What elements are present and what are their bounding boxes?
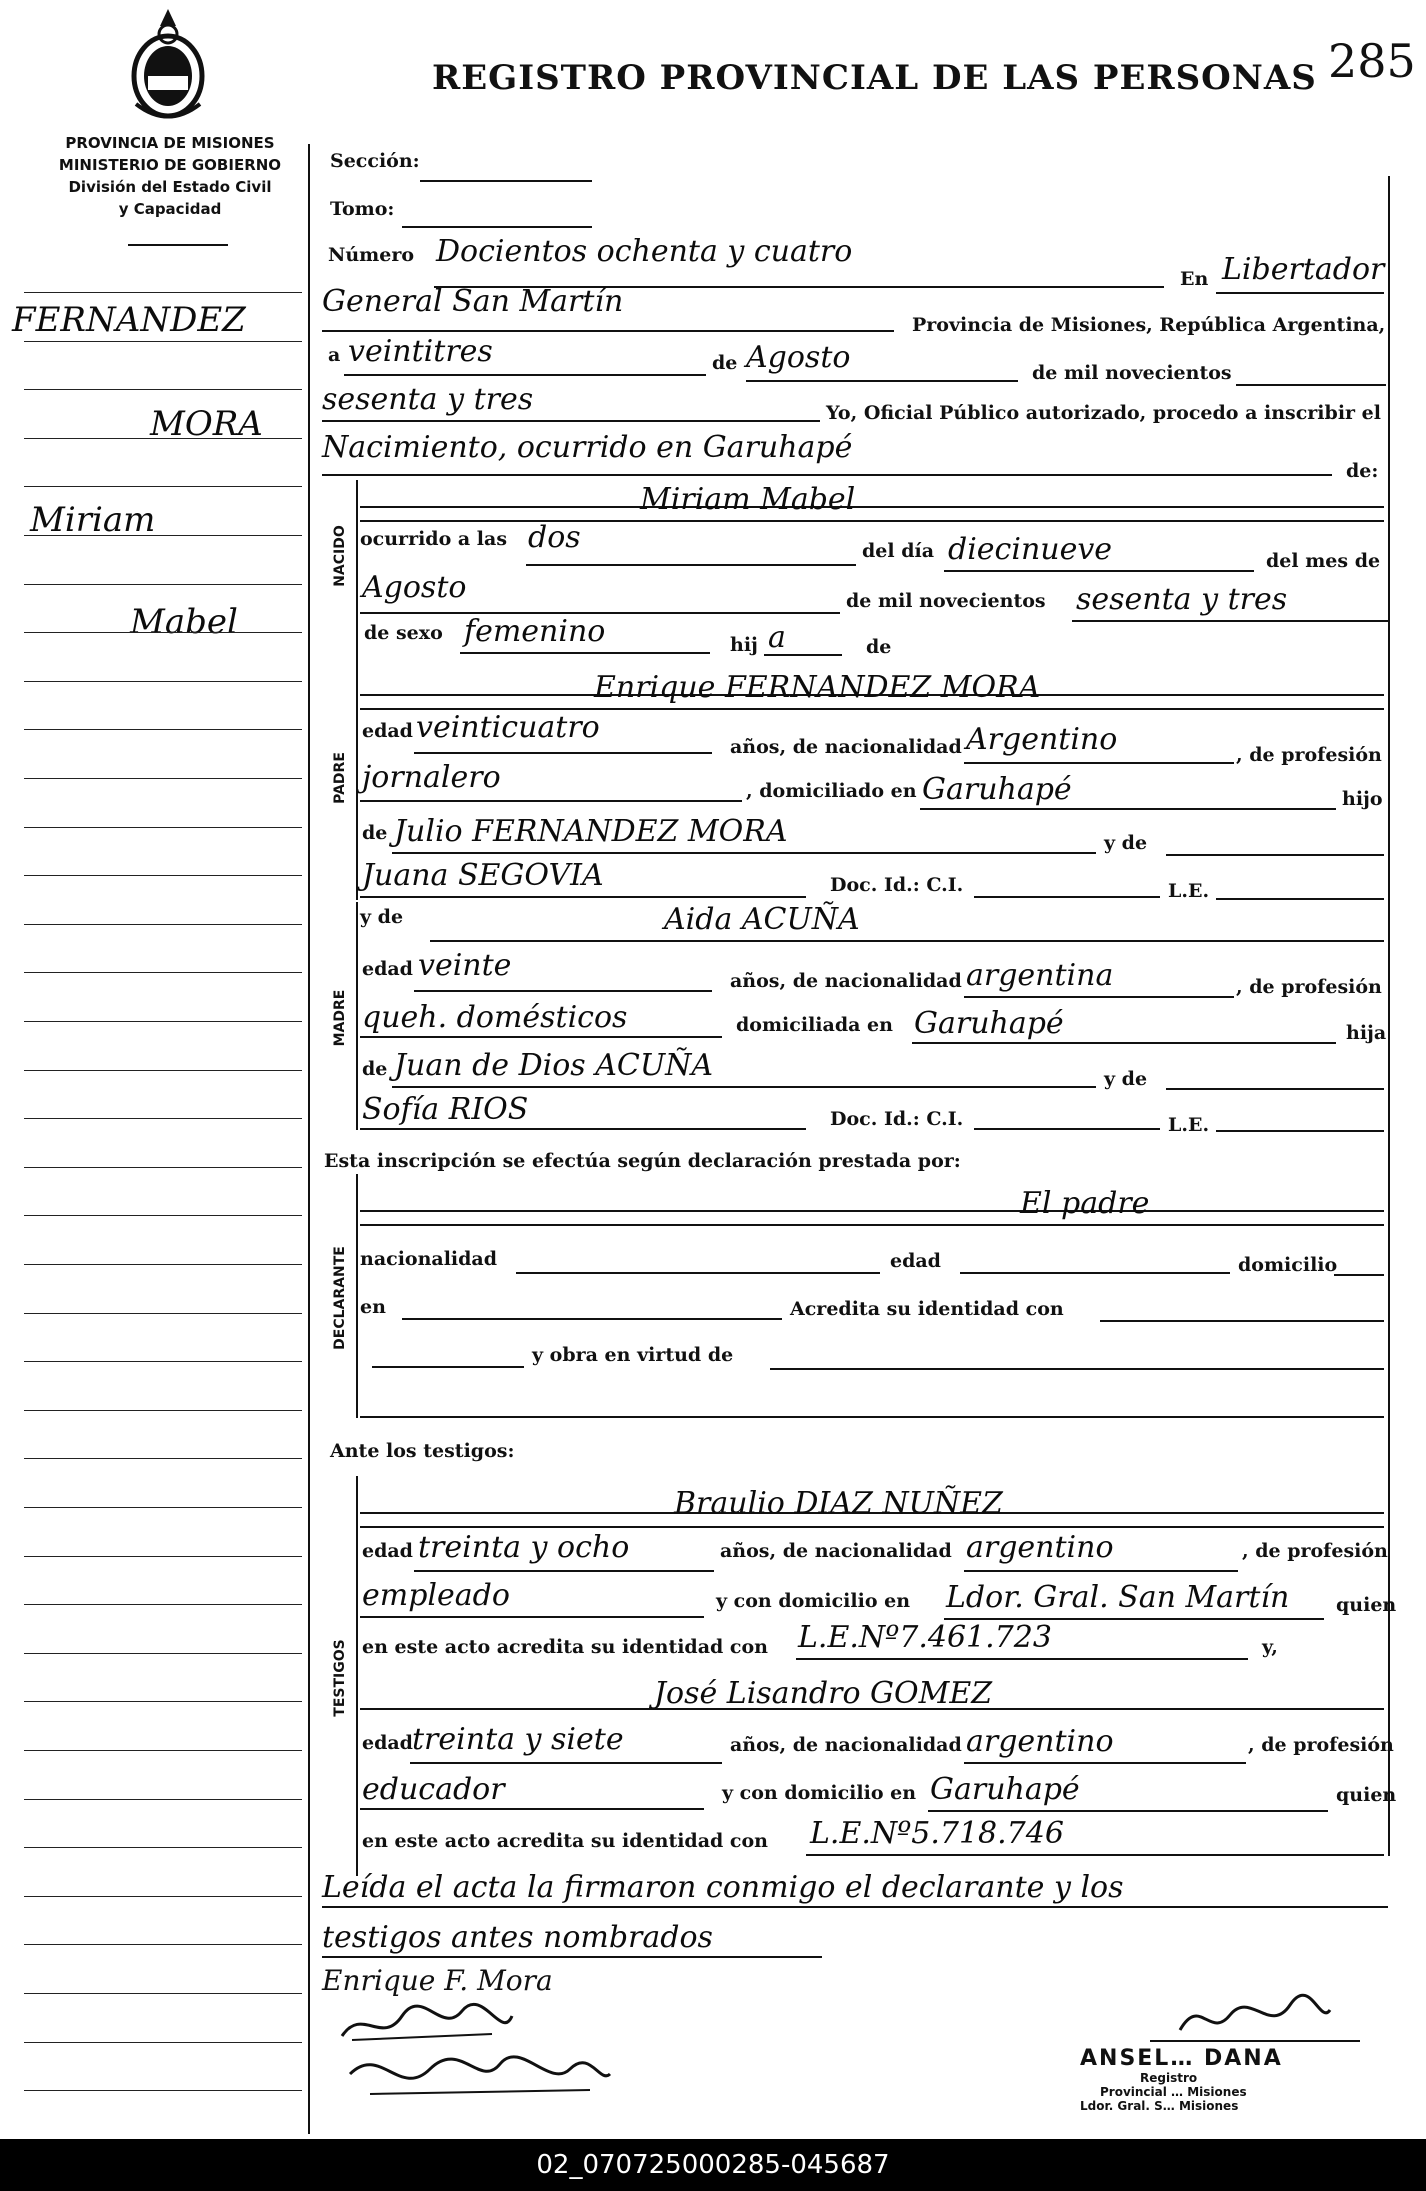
madre-doc-label: Doc. Id.: C.I.	[830, 1108, 964, 1130]
madre-de-label: de	[362, 1058, 388, 1080]
testigo1-documento: L.E.Nº7.461.723	[798, 1620, 1052, 1655]
testigo2-nombre: José Lisandro GOMEZ	[654, 1676, 993, 1711]
padre-de-label: de	[362, 822, 388, 844]
madre-nombre: Aida ACUÑA	[664, 902, 860, 937]
hij-label: hij	[730, 634, 758, 656]
dia-nac-value: diecinueve	[948, 532, 1113, 567]
t1-nac-label: años, de nacionalidad	[720, 1540, 952, 1562]
margin-rule	[24, 584, 302, 585]
margin-rule	[24, 1847, 302, 1848]
margin-rule	[24, 1507, 302, 1508]
numero-value: Docientos ochenta y cuatro	[436, 234, 853, 269]
padre-madre-de: Juana SEGOVIA	[362, 858, 604, 893]
tomo-label: Tomo:	[330, 198, 395, 220]
decl-en-label: en	[360, 1296, 386, 1318]
padre-edad: veinticuatro	[416, 710, 600, 745]
margin-rule	[24, 924, 302, 925]
t2-nac-label: años, de nacionalidad	[730, 1734, 962, 1756]
madre-domicilio: Garuhapé	[914, 1006, 1064, 1041]
testigo1-domicilio: Ldor. Gral. San Martín	[946, 1580, 1290, 1615]
de-label: de	[712, 352, 738, 374]
padre-profesion: jornalero	[362, 760, 501, 795]
t1-edad-label: edad	[362, 1540, 413, 1562]
esta-inscripcion-label: Esta inscripción se efectúa según declaración prestada por:	[324, 1150, 961, 1172]
margin-rule	[24, 1458, 302, 1459]
margin-rule	[24, 292, 302, 293]
margin-rule	[24, 1653, 302, 1654]
stamp-line-3: Ldor. Gral. S… Misiones	[1080, 2099, 1239, 2113]
sexo-label: de sexo	[364, 622, 443, 644]
padre-dom-label: , domiciliado en	[746, 780, 917, 802]
padre-prof-label: , de profesión	[1236, 744, 1382, 766]
testigo2-nacionalidad: argentino	[966, 1724, 1114, 1759]
seccion-label: Sección:	[330, 150, 420, 172]
margin-rule	[24, 1167, 302, 1168]
decl-edad-label: edad	[890, 1250, 941, 1272]
stamp-line-2: Provincial … Misiones	[1100, 2085, 1247, 2099]
margin-rule	[24, 827, 302, 828]
margin-rule	[24, 1799, 302, 1800]
dia-value: veintitres	[348, 334, 493, 369]
margin-surname-2: MORA	[150, 404, 263, 444]
declarante-value: El padre	[1020, 1186, 1150, 1221]
margin-rule	[24, 632, 302, 633]
signature-witness-2	[340, 2044, 620, 2108]
closing-line-1: Leída el acta la firmaron conmigo el declarante y los	[322, 1870, 1124, 1905]
mes-nac-value: Agosto	[362, 570, 467, 605]
side-label-nacido: NACIDO	[332, 525, 348, 587]
madre-y-de-label-2: y de	[1104, 1068, 1148, 1090]
madre-dom-label: domiciliada en	[736, 1014, 893, 1036]
padre-edad-label: edad	[362, 720, 413, 742]
provincia-label: Provincia de Misiones, República Argentina,	[912, 314, 1386, 336]
de-mil-2-label: de mil novecientos	[846, 590, 1046, 612]
official-stamp	[1080, 2046, 1380, 2136]
margin-rule	[24, 729, 302, 730]
madre-nac-label: años, de nacionalidad	[730, 970, 962, 992]
madre-prof-label: , de profesión	[1236, 976, 1382, 998]
madre-edad: veinte	[418, 948, 512, 983]
margin-rule	[24, 438, 302, 439]
stamp-line-1: Registro	[1140, 2071, 1198, 2085]
madre-profesion: queh. domésticos	[362, 1000, 628, 1035]
stamp-name: ANSEL… DANA	[1080, 2046, 1283, 2071]
padre-hijo-label: hijo	[1342, 788, 1383, 810]
margin-given-2: Mabel	[130, 602, 238, 642]
side-label-testigos: TESTIGOS	[332, 1639, 348, 1717]
margin-rule	[24, 1070, 302, 1071]
numero-label: Número	[328, 244, 415, 266]
margin-rule	[24, 1215, 302, 1216]
testigo1-profesion: empleado	[362, 1578, 510, 1613]
office-line-2: MINISTERIO DE GOBIERNO	[58, 156, 282, 174]
t1-y-label: y,	[1262, 1636, 1278, 1658]
t1-acredita-label: en este acto acredita su identidad con	[362, 1636, 768, 1658]
t2-prof-label: , de profesión	[1248, 1734, 1394, 1756]
padre-nac-label: años, de nacionalidad	[730, 736, 962, 758]
margin-rule	[24, 535, 302, 536]
margin-rule	[24, 1604, 302, 1605]
office-name	[30, 132, 310, 220]
office-line-3: División del Estado Civil	[68, 178, 272, 196]
closing-line-2: testigos antes nombrados	[322, 1920, 713, 1955]
margin-rule	[24, 1896, 302, 1897]
side-label-padre: PADRE	[332, 752, 348, 804]
de-label-2: de	[866, 636, 892, 658]
document-title: REGISTRO PROVINCIAL DE LAS PERSONAS	[432, 58, 1317, 98]
margin-rule	[24, 972, 302, 973]
margin-rule	[24, 1993, 302, 1994]
margin-rule	[24, 1361, 302, 1362]
padre-nacionalidad: Argentino	[966, 722, 1118, 757]
padre-domicilio: Garuhapé	[922, 772, 1072, 807]
madre-padre-de: Juan de Dios ACUÑA	[394, 1048, 714, 1083]
testigo1-nombre: Braulio DIAZ NUÑEZ	[674, 1486, 1003, 1521]
margin-rule	[24, 2042, 302, 2043]
padre-padre-de: Julio FERNANDEZ MORA	[394, 814, 788, 849]
margin-given-1: Miriam	[30, 500, 156, 540]
del-mes-label: del mes de	[1266, 550, 1381, 572]
margin-surname-1: FERNANDEZ	[12, 300, 246, 340]
madre-y-de-label: y de	[360, 906, 404, 928]
hora-value: dos	[528, 520, 581, 555]
testigo2-documento: L.E.Nº5.718.746	[810, 1816, 1064, 1851]
testigo1-nacionalidad: argentino	[966, 1530, 1114, 1565]
nombre-value: Miriam Mabel	[640, 482, 856, 517]
testigo2-domicilio: Garuhapé	[930, 1772, 1080, 1807]
t2-quien-label: quien	[1336, 1784, 1397, 1806]
t2-acredita-label: en este acto acredita su identidad con	[362, 1830, 768, 1852]
madre-le-label: L.E.	[1168, 1114, 1210, 1136]
margin-rule	[24, 681, 302, 682]
de-colon-label: de:	[1346, 460, 1379, 482]
signature-declarante: Enrique F. Mora	[322, 1964, 553, 1997]
yo-oficial-label: Yo, Oficial Público autorizado, procedo a inscribir el	[826, 402, 1381, 424]
madre-nacionalidad: argentina	[966, 958, 1114, 993]
t1-prof-label: , de profesión	[1242, 1540, 1388, 1562]
t2-edad-label: edad	[362, 1732, 413, 1754]
margin-rule	[24, 1264, 302, 1265]
coat-of-arms-icon	[118, 4, 218, 124]
sexo-value: femenino	[464, 614, 606, 649]
margin-rule	[24, 2090, 302, 2091]
a-label: a	[328, 344, 341, 366]
decl-acredita-label: Acredita su identidad con	[790, 1298, 1064, 1320]
anio-nac-value: sesenta y tres	[1076, 582, 1288, 617]
margin-rule	[24, 486, 302, 487]
margin-rule	[24, 1750, 302, 1751]
padre-nombre: Enrique FERNANDEZ MORA	[594, 670, 1041, 705]
margin-rule	[24, 1701, 302, 1702]
madre-edad-label: edad	[362, 958, 413, 980]
padre-doc-label: Doc. Id.: C.I.	[830, 874, 964, 896]
ante-testigos-label: Ante los testigos:	[330, 1440, 515, 1462]
decl-domicilio-label: domicilio	[1238, 1254, 1338, 1276]
margin-rule	[24, 1313, 302, 1314]
inscripcion-value: Nacimiento, ocurrido en Garuhapé	[322, 430, 853, 465]
testigo2-edad: treinta y siete	[412, 1722, 624, 1757]
signature-official	[1170, 1990, 1340, 2054]
side-label-declarante: DECLARANTE	[332, 1246, 348, 1350]
decl-nacionalidad-label: nacionalidad	[360, 1248, 498, 1270]
margin-rule	[24, 778, 302, 779]
padre-y-de-label: y de	[1104, 832, 1148, 854]
side-label-madre: MADRE	[332, 989, 348, 1047]
madre-hija-label: hija	[1346, 1022, 1387, 1044]
page-number: 285	[1328, 34, 1416, 88]
de-mil-label: de mil novecientos	[1032, 362, 1232, 384]
del-dia-label: del día	[862, 540, 935, 562]
lugar-value-1: Libertador	[1222, 252, 1385, 287]
margin-rule	[24, 875, 302, 876]
en-label: En	[1180, 268, 1209, 290]
margin-rule	[24, 1118, 302, 1119]
margin-rule	[24, 341, 302, 342]
margin-rule	[24, 1410, 302, 1411]
lugar-value-2: General San Martín	[322, 284, 624, 319]
margin-rule	[24, 1556, 302, 1557]
decl-obra-label: y obra en virtud de	[532, 1344, 734, 1366]
mes-value: Agosto	[746, 340, 851, 375]
t2-dom-label: y con domicilio en	[722, 1782, 917, 1804]
anio-value: sesenta y tres	[322, 382, 534, 417]
margin-rule	[24, 1944, 302, 1945]
document-id-footer: 02_070725000285-045687	[0, 2139, 1426, 2191]
ocurrido-label: ocurrido a las	[360, 528, 508, 550]
testigo1-edad: treinta y ocho	[418, 1530, 630, 1565]
office-line-1: PROVINCIA DE MISIONES	[65, 134, 275, 152]
padre-le-label: L.E.	[1168, 880, 1210, 902]
margin-rule	[24, 1021, 302, 1022]
office-line-4: y Capacidad	[118, 200, 222, 218]
t1-dom-label: y con domicilio en	[716, 1590, 911, 1612]
hij-suffix: a	[768, 620, 786, 655]
madre-madre-de: Sofía RIOS	[362, 1092, 529, 1127]
t1-quien-label: quien	[1336, 1594, 1397, 1616]
testigo2-profesion: educador	[362, 1772, 505, 1807]
margin-rule	[24, 389, 302, 390]
